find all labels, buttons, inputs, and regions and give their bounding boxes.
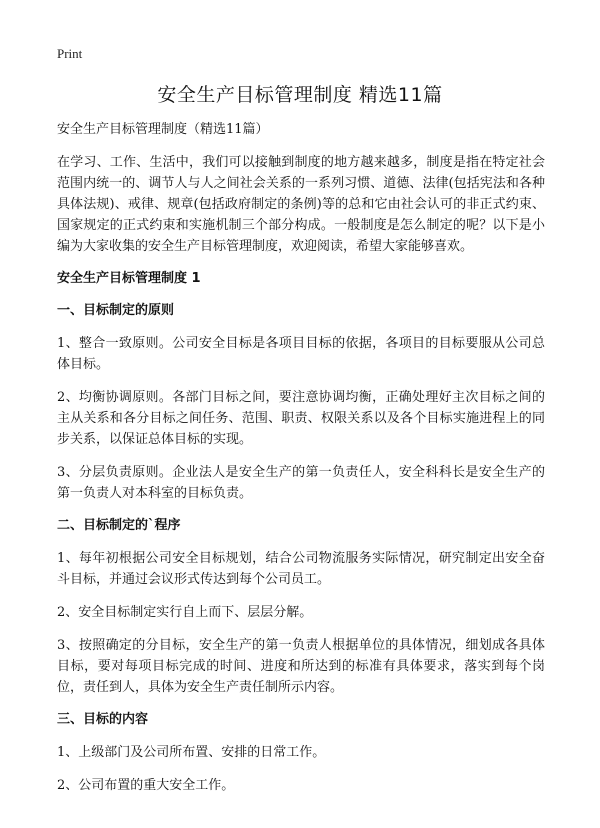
content-item: 1、上级部门及公司所布置、安排的日常工作。 — [57, 745, 326, 760]
section-heading-principles: 一、目标制定的原则 — [57, 303, 175, 318]
document-subtitle: 安全生产目标管理制度（精选11篇） — [57, 122, 269, 137]
principle-item: 1、整合一致原则。公司安全目标是各项目目标的依据，各项目的目标要服从公司总体目标。 — [57, 336, 545, 372]
document-body — [57, 120, 545, 808]
procedure-item: 3、按照确定的分目标，安全生产的第一负责人根据单位的具体情况，细划成各具体目标，要对每项目标完成的时间、进度和所达到的标准有具体要求，落实到每个岗位，责任到人，具体为安全生产责任制所示内容。 — [57, 638, 545, 695]
intro-paragraph: 在学习、工作、生活中，我们可以接触到制度的地方越来越多，制度是指在特定社会范围内统一的、调节人与人之间社会关系的一系列习惯、道德、法律(包括宪法和各种具体法规)、戒律、规章(包括政府制定的条例)等的总和它由社会认可的非正式约束、国家规定的正式约束和实施机制三个部分构成。一般制度是怎么制定的呢？以下是小编为大家收集的安全生产目标管理制度，欢迎阅读，希望大家能够喜欢。 — [57, 155, 545, 254]
page-title: 安全生产目标管理制度 精选11篇 — [157, 84, 443, 106]
procedure-item: 1、每年初根据公司安全目标规划，结合公司物流服务实际情况，研究制定出安全奋斗目标，并通过会议形式传达到每个公司员工。 — [57, 551, 545, 587]
principle-item: 2、均衡协调原则。各部门目标之间，要注意协调均衡，正确处理好主次目标之间的主从关系和各分目标之间任务、范围、职责、权限关系以及各个目标实施进程上的同步关系，以保证总体目标的实现。 — [57, 390, 545, 447]
article-heading: 安全生产目标管理制度 1 — [57, 271, 201, 286]
section-heading-content: 三、目标的内容 — [57, 712, 149, 727]
print-link[interactable]: Print — [57, 46, 83, 61]
procedure-item: 2、安全目标制定实行自上而下、层层分解。 — [57, 605, 313, 620]
content-item: 2、公司布置的重大安全工作。 — [57, 778, 235, 793]
principle-item: 3、分层负责原则。企业法人是安全生产的第一负责任人，安全科科长是安全生产的第一负责人对本科室的目标负责。 — [57, 465, 545, 501]
section-heading-procedure: 二、目标制定的`程序 — [57, 518, 181, 533]
